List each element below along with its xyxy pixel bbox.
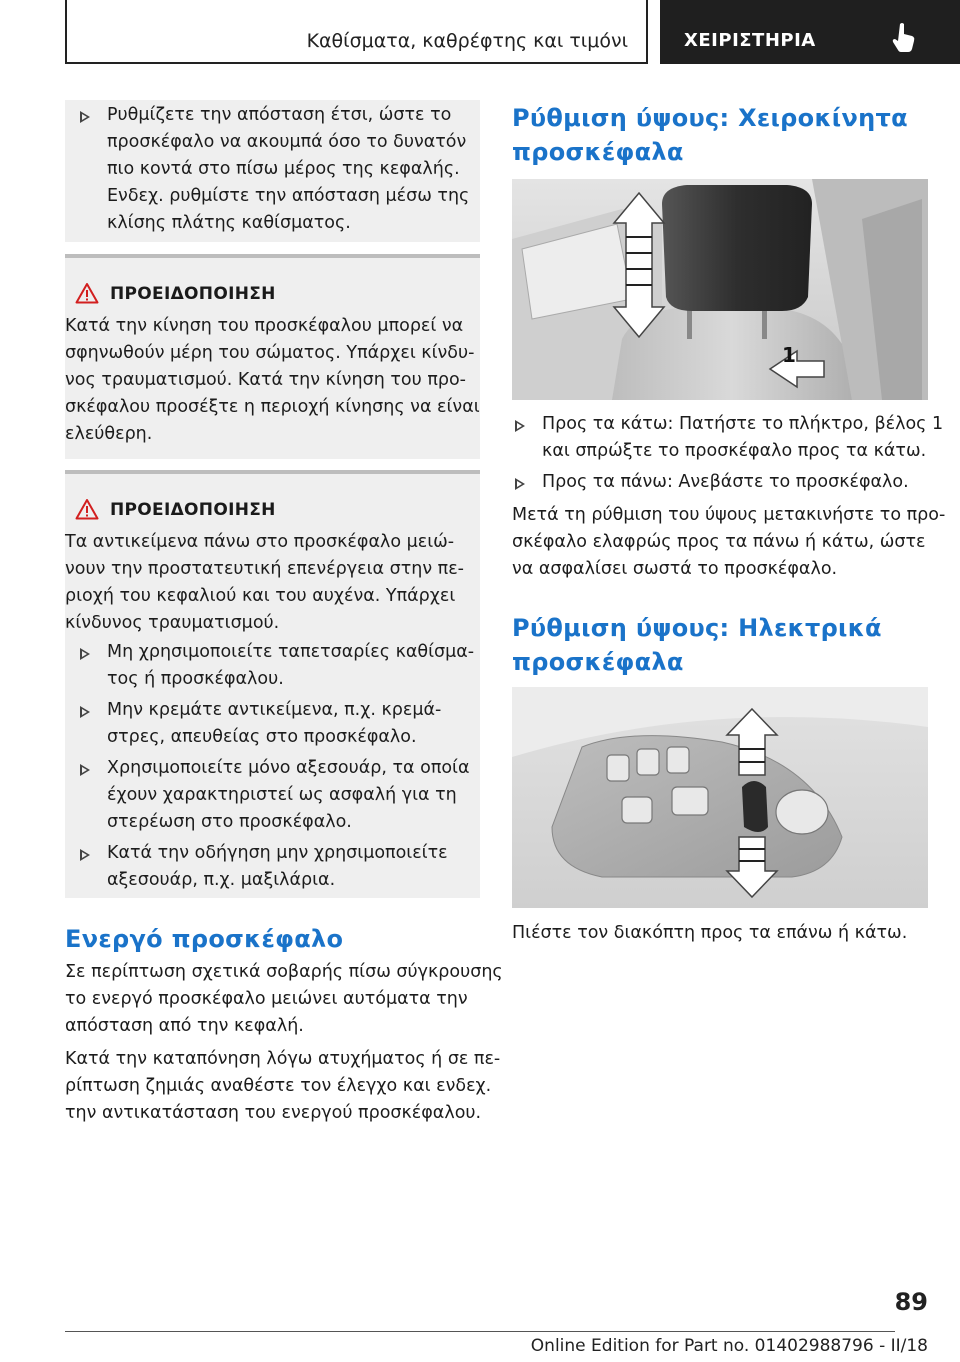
warning-bullet-line: στερέωση στο προσκέφαλο. xyxy=(107,812,352,832)
warning-bullet-line: τος ή προσκέφαλου. xyxy=(107,669,284,689)
bullet-triangle-icon xyxy=(80,111,90,123)
headrest-illustration xyxy=(512,179,928,400)
warning-bullet-line: έχουν χαρακτηριστεί ως ασφαλή για τη xyxy=(107,785,457,805)
section-heading: Ρύθμιση ύψους: Ηλεκτρικά xyxy=(512,614,882,642)
hand-pointer-icon xyxy=(891,22,917,52)
bullet-triangle-icon xyxy=(80,764,90,776)
footer-divider xyxy=(65,1331,895,1332)
image-caption: Πιέστε τον διακόπτη προς τα επάνω ή κάτω. xyxy=(512,923,908,943)
warning-line: ελεύθερη. xyxy=(65,424,153,444)
warning-heading: ΠΡΟΕΙΔΟΠΟΙΗΣΗ xyxy=(110,500,276,520)
warning-bullet-line: Κατά την οδήγηση μην χρησιμοποιείτε xyxy=(107,843,448,863)
warning-bullet-line: Χρησιμοποιείτε μόνο αξεσουάρ, τα οποία xyxy=(107,758,470,778)
bullet-triangle-icon xyxy=(80,849,90,861)
warning-line: Κατά την κίνηση του προσκέφαλου μπορεί να xyxy=(65,316,464,336)
warning-box-top-bar xyxy=(65,254,480,258)
page-number: 89 xyxy=(894,1288,928,1316)
body-line: να ασφαλίσει σωστά το προσκέφαλο. xyxy=(512,559,838,579)
body-line: Σε περίπτωση σχετικά σοβαρής πίσω σύγκρουσης xyxy=(65,962,503,982)
warning-triangle-icon xyxy=(75,282,99,304)
manual-headrest-image xyxy=(512,179,928,400)
bullet-triangle-icon xyxy=(515,420,525,432)
section-heading: Ρύθμιση ύψους: Χειροκίνητα xyxy=(512,104,908,132)
warning-box-top-bar xyxy=(65,470,480,474)
info-box xyxy=(65,100,480,242)
bullet-triangle-icon xyxy=(80,648,90,660)
bullet-line: Προς τα πάνω: Ανεβάστε το προσκέφαλο. xyxy=(542,472,909,492)
box1-line: Ενδεχ. ρυθμίστε την απόσταση μέσω της xyxy=(107,186,470,206)
warning-bullet-line: Μη χρησιμοποιείτε ταπετσαρίες καθίσμα- xyxy=(107,642,475,662)
section-heading: Ενεργό προσκέφαλο xyxy=(65,925,344,953)
body-line: Μετά τη ρύθμιση του ύψους μετακινήστε το προ- xyxy=(512,505,946,525)
image-callout-label: 1 xyxy=(782,343,796,367)
bullet-line: και σπρώξτε το προσκέφαλο προς τα κάτω. xyxy=(542,441,927,461)
warning-line: Τα αντικείμενα πάνω στο προσκέφαλο μειώ- xyxy=(65,532,455,552)
body-line: Κατά την καταπόνηση λόγω ατυχήματος ή σε πε- xyxy=(65,1049,501,1069)
body-line: την αντικατάσταση του ενεργού προσκέφαλου. xyxy=(65,1103,482,1123)
warning-line: νουν την προστατευτική επενέργεια στην πε- xyxy=(65,559,464,579)
bullet-triangle-icon xyxy=(80,706,90,718)
electric-switch-image xyxy=(512,687,928,908)
bullet-triangle-icon xyxy=(515,478,525,490)
box1-line: Ρυθμίζετε την απόσταση έτσι, ώστε το xyxy=(107,105,452,125)
warning-triangle-icon xyxy=(75,498,99,520)
box1-line: κλίσης πλάτης καθίσματος. xyxy=(107,213,351,233)
warning-line: σφηνωθούν μέρη του σώματος. Υπάρχει κίνδυ- xyxy=(65,343,475,363)
warning-bullet-line: στρες, απευθείας στο προσκέφαλο. xyxy=(107,727,417,747)
warning-line: κίνδυνος τραυματισμού. xyxy=(65,613,280,633)
warning-line: ριοχή του κεφαλιού και του αυχένα. Υπάρχει xyxy=(65,586,456,606)
warning-box xyxy=(65,254,480,459)
section-heading: προσκέφαλα xyxy=(512,648,684,676)
seat-switch-illustration xyxy=(512,687,928,908)
box1-line: πιο κοντά στο πίσω μέρος της κεφαλής. xyxy=(107,159,460,179)
header-frame xyxy=(65,0,648,64)
warning-line: σκέφαλου προσέξτε η περιοχή κίνησης να είναι xyxy=(65,397,480,417)
warning-heading: ΠΡΟΕΙΔΟΠΟΙΗΣΗ xyxy=(110,284,276,304)
body-line: απόσταση από την κεφαλή. xyxy=(65,1016,304,1036)
warning-box xyxy=(65,470,480,898)
warning-bullet-line: Μην κρεμάτε αντικείμενα, π.χ. κρεμά- xyxy=(107,700,442,720)
section-heading: προσκέφαλα xyxy=(512,138,684,166)
chapter-tab[interactable] xyxy=(660,0,960,64)
box1-line: προσκέφαλο να ακουμπά όσο το δυνατόν xyxy=(107,132,467,152)
body-line: ρίπτωση ζημιάς αναθέστε τον έλεγχο και ενδεχ. xyxy=(65,1076,492,1096)
section-title: Καθίσματα, καθρέφτης και τιμόνι xyxy=(306,30,628,52)
body-line: σκέφαλο ελαφρώς προς τα πάνω ή κάτω, ώστε xyxy=(512,532,926,552)
body-line: το ενεργό προσκέφαλο μειώνει αυτόματα την xyxy=(65,989,468,1009)
edition-note: Online Edition for Part no. 01402988796 - II/18 xyxy=(530,1336,928,1356)
chapter-tab-label: ΧΕΙΡΙΣΤΗΡΙΑ xyxy=(684,30,816,51)
warning-line: νος τραυματισμού. Κατά την κίνηση του προ- xyxy=(65,370,466,390)
bullet-line: Προς τα κάτω: Πατήστε το πλήκτρο, βέλος 1 xyxy=(542,414,944,434)
warning-bullet-line: αξεσουάρ, π.χ. μαξιλάρια. xyxy=(107,870,336,890)
